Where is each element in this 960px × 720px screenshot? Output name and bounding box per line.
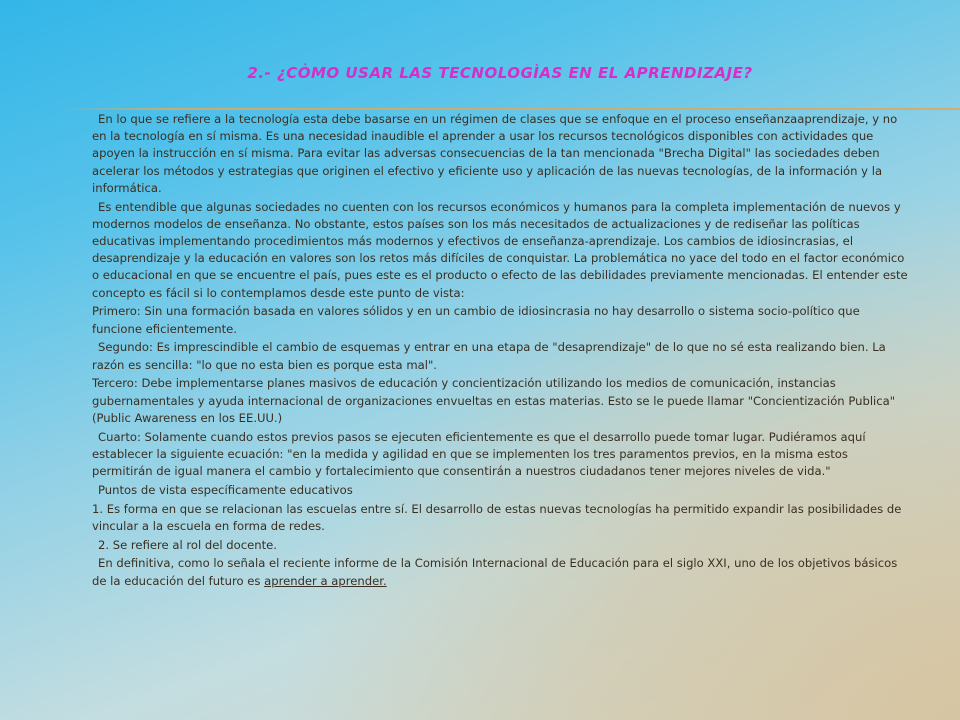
paragraph-punto-2: 2. Se refiere al rol del docente. <box>98 537 277 552</box>
paragraph-segundo: Segundo: Es imprescindible el cambio de esquemas y entrar en una etapa de "desaprendizaje" de lo que no sé esta realizando bien. La razón es sencilla: "lo que no esta bien es porque esta mal". <box>92 340 886 372</box>
en-definitiva-text: En definitiva, como lo señala el reciente informe de la Comisión Internacional de Educación para el siglo XXI, uno de los objetivos básicos de la educación del futuro es <box>92 556 898 588</box>
accent-divider-line <box>60 108 960 110</box>
paragraph-primero: Primero: Sin una formación basada en valores sólidos y en un cambio de idiosincrasia no hay desarrollo o sistema socio-político que funcione eficientemente. <box>92 304 860 336</box>
aprender-a-aprender-link[interactable]: aprender a aprender. <box>264 573 387 588</box>
paragraph-puntos-de-vista: Puntos de vista específicamente educativos <box>98 482 353 497</box>
slide-body <box>92 111 912 591</box>
paragraph-tecnologia: En lo que se refiere a la tecnología esta debe basarse en un régimen de clases que se enfoque en el proceso enseñanzaaprendizaje, y no en la tecnología en sí misma. Es una necesidad inaudible el aprender a usar los recursos tecnológicos disponibles con actividades que apoyen la instrucción en sí misma. Para evitar las adversas consecuencias de la tan mencionada "Brecha Digital" las sociedades deben acelerar los métodos y estrategias que originen el efectivo y eficiente uso y aplicación de las nuevas tecnologías, de la información y la informática. <box>92 112 898 195</box>
paragraph-tercero: Tercero: Debe implementarse planes masivos de educación y concientización utilizando los medios de comunicación, instancias gubernamentales y ayuda internacional de organizaciones envueltas en estas materias. Esto se le puede llamar "Concientización Publica" (Public Awareness en los EE.UU.) <box>92 376 896 425</box>
paragraph-punto-1: 1. Es forma en que se relacionan las escuelas entre sí. El desarrollo de estas nuevas tecnologías ha permitido expandir las posibilidades de vincular a la escuela en forma de redes. <box>92 501 902 533</box>
paragraph-sociedades: Es entendible que algunas sociedades no cuenten con los recursos económicos y humanos para la completa implementación de nuevos y modernos modelos de enseñanza. No obstante, estos países son los más necesitados de actualizaciones y de rediseñar las políticas educativas implementando procedimientos más modernos y efectivos de enseñanza-aprendizaje. Los cambios de idiosincrasias, el desaprendizaje y la educación en valores son los retos más difíciles de conquistar. La problemática no yace del todo en el factor económico o educacional en que se encuentre el país, pues este es el producto o efecto de las debilidades previamente mencionadas. El entender este concepto es fácil si lo contemplamos desde este punto de vista: <box>92 199 908 300</box>
slide-title: 2.- ¿CÒMO USAR LAS TECNOLOGÌAS EN EL APRENDIZAJE? <box>247 64 753 82</box>
paragraph-cuarto: Cuarto: Solamente cuando estos previos pasos se ejecuten eficientemente es que el desarrollo puede tomar lugar. Pudiéramos aquí establecer la siguiente ecuación: "en la medida y agilidad en que se implementen los tres paramentos previos, en la misma estos permitirán de igual manera el cambio y fortalecimiento que consentirán a nuestros ciudadanos tener mejores niveles de vida." <box>92 429 866 479</box>
paragraph-en-definitiva <box>92 555 912 589</box>
